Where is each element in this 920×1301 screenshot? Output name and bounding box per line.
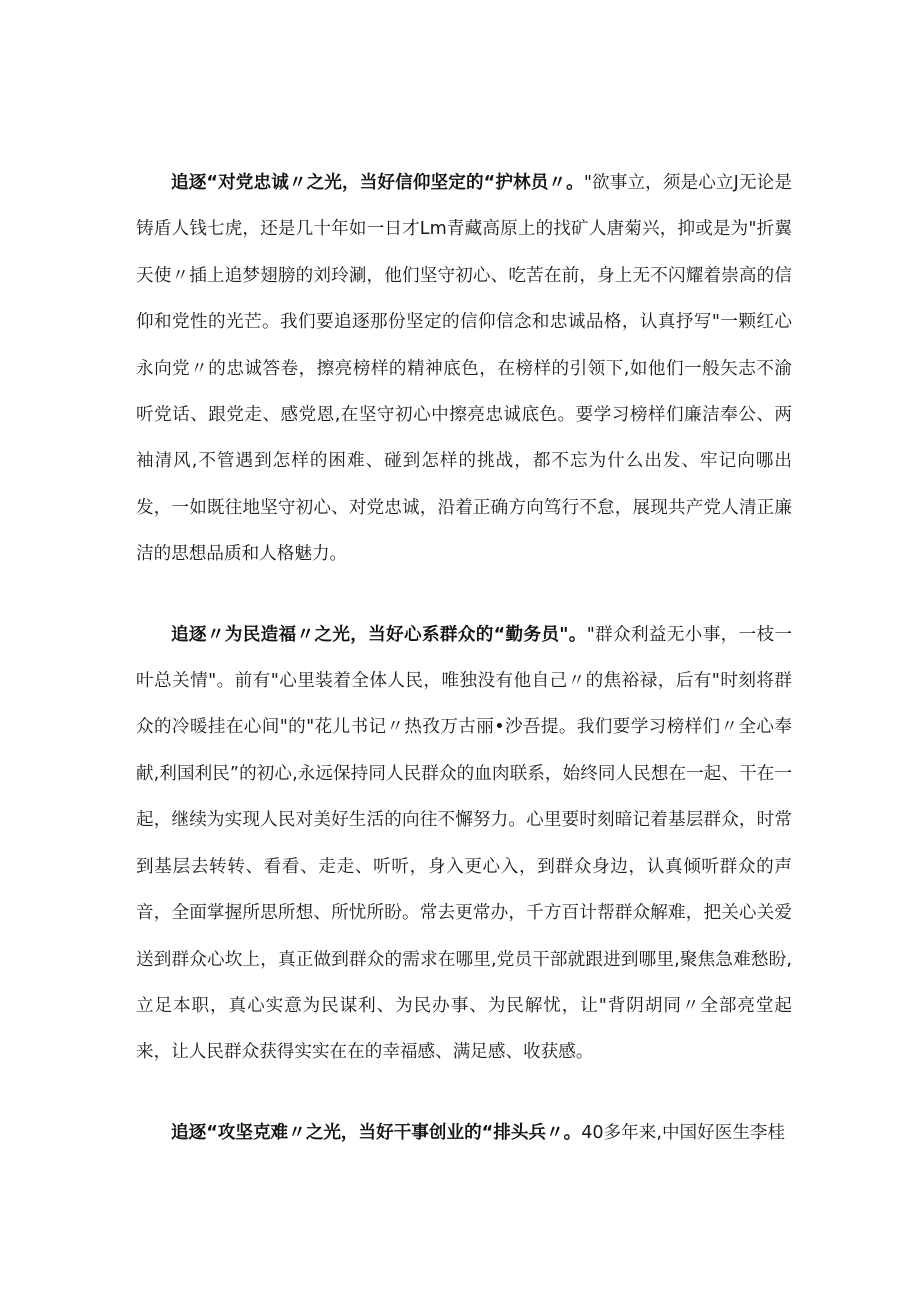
- paragraph-text-people: "群众利益无小事，一枝一叶总关情"。前有"心里装着全体人民，唯独没有他自己〃的焦裕禄，后有"时刻将群众的冷暖挂在心间"的"花儿书记〃热孜万古丽•沙吾提。我们要学习榜样们〃全心奉献,利国利民”的初心,永远保持同人民群众的血肉联系，始终同人民想在一起、干在一起，继续为实现人民对美好生活的向往不懈努力。心里要时刻暗记着基层群众，时常到基层去转转、看看、走走、听听，身入更心入，到群众身边，认真倾听群众的声音，全面掌握所思所想、所忧所盼。常去更常办，千方百计帮群众解难，把关心关爱送到群众心坎上，真正做到群众的需求在哪里,党员干部就跟进到哪里,聚焦急难愁盼,立足本职，真心实意为民谋利、为民办事、为民解忧，让"背阴胡同〃全部亮堂起来，让人民群众获得实实在在的幸福感、满足感、收获感。: [136, 624, 792, 1063]
- paragraph-heading-tackle: 追逐“攻坚克难〃之光，当好干事创业的“排头兵〃。: [171, 1122, 582, 1143]
- paragraph-heading-people: 追逐〃为民造福〃之光，当好心系群众的“勤务员"。: [171, 624, 587, 645]
- paragraph-text-tackle: 40多年来,中国好医生李桂: [581, 1122, 786, 1143]
- paragraph-tackle: [136, 1110, 792, 1156]
- paragraph-text-loyalty: "欲事立，须是心立J无论是铸盾人钱七虎，还是几十年如一日才Lm青藏高原上的找矿人唐菊兴，抑或是为"折翼天使〃插上追梦翅膀的刘玲涮，他们坚守初心、吃苦在前，身上无不闪耀着崇高的信仰和党性的光芒。我们要追逐那份坚定的信仰信念和忠诚品格，认真抒写"一颗红心永向党〃的忠诚答卷，擦亮榜样的精神底色，在榜样的引领下,如他们一般矢志不渝听党话、跟党走、感党恩,在坚守初心中擦亮忠诚底色。要学习榜样们廉洁奉公、两袖清风,不管遇到怎样的困难、碰到怎样的挑战，都不忘为什么出发、牢记向哪出发，一如既往地坚守初心、对党忠诚，沿着正确方向笃行不怠，展现共产党人清正廉洁的思想品质和人格魅力。: [136, 173, 792, 565]
- paragraph-loyalty: [136, 160, 792, 578]
- document-body: [136, 160, 792, 1190]
- paragraph-heading-loyalty: 追逐“对党忠诚〃之光，当好信仰坚定的“护林员〃。: [171, 173, 584, 193]
- paragraph-people: [136, 612, 792, 1076]
